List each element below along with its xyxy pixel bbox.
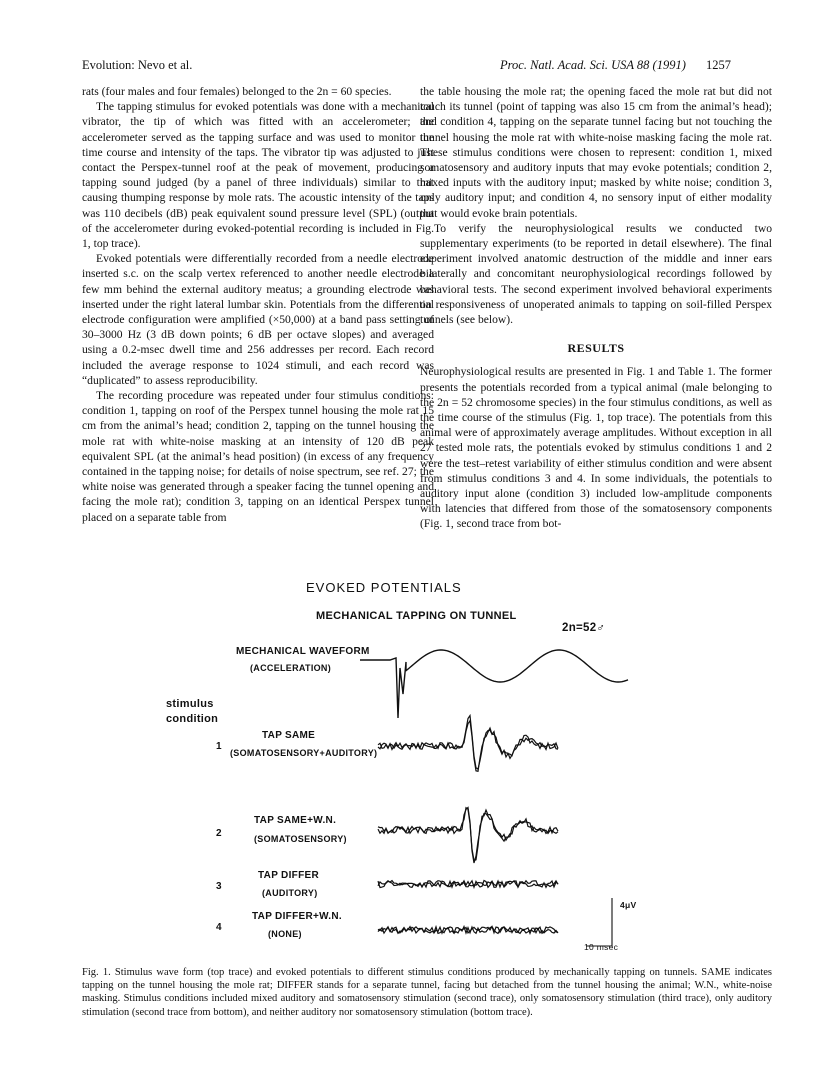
- evoked-trace-condition-2: [378, 808, 558, 864]
- condition-name: TAP DIFFER: [258, 870, 319, 881]
- condition-number: 3: [216, 881, 222, 892]
- paragraph: rats (four males and four females) belonged to the 2n = 60 species.: [82, 85, 392, 98]
- paragraph: Evoked potentials were differentially recorded from a needle electrode inserted s.c. on the scalp vertex referenced to another needle electrode a few mm behind the external auditory meatus; a grounding electrode was inserted under the right lateral lumbar skin. Potentials from the differential electrode configuration were amplified (×50,000) at a band pass setting of 30–3000 Hz (3 dB down points; 6 dB per octave slopes) and averaged using a 0.2-msec dwell time and 256 addresses per record. Each record included the average response to 1024 stimuli, and each record was “duplicated” to assess reproducibility.: [82, 252, 434, 387]
- condition-modality: (NONE): [268, 929, 302, 939]
- figure-1: [150, 578, 670, 958]
- waveform-sublabel: (ACCELERATION): [250, 663, 332, 673]
- condition-name: TAP DIFFER+W.N.: [252, 911, 342, 922]
- right-column: [420, 84, 772, 532]
- scale-time: 10 msec: [584, 942, 619, 952]
- paragraph: The tapping stimulus for evoked potentials was done with a mechanical vibrator, the tip of which was fitted with an accelerometer; the accelerometer served as the tapping surface and was used to monitor the time course and intensity of the taps. The vibrator tip was adjusted to just contact the Perspex-tunnel roof at the peak of movement, producing a tapping sound judged (by a panel of three individuals) similar to that causing thumping response by mole rats. The acoustic intensity of the taps was 110 decibels (dB) peak equivalent sound pressure level (SPL) (output of the accelerometer during evoked-potential recording is included in Fig. 1, top trace).: [82, 100, 434, 251]
- mechanical-waveform-trace: [360, 650, 628, 718]
- page-number: 1257: [706, 58, 731, 72]
- waveform-label: MECHANICAL WAVEFORM: [236, 646, 370, 657]
- figure-traces: [150, 578, 670, 958]
- paragraph: Neurophysiological results are presented in Fig. 1 and Table 1. The former presents the potentials recorded from a typical animal (male belonging to the 2n = 52 chromosome species) in the four stimulus conditions, as well as the time course of the stimulus (Fig. 1, top trace). The potentials from this animal were of approximately average amplitudes. Without exception in all 27 tested mole rats, the potentials evoked by stimulus conditions 1 and 2 were the test–retest variability of either stimulus condition and were absent from stimulus conditions 3 and 4. In some individuals, the potentials to auditory input alone (condition 3) included low-amplitude components with latencies that differed from those of the somatosensory components (Fig. 1, second trace from bot-: [420, 365, 772, 531]
- condition-number: 1: [216, 741, 222, 752]
- condition-modality: (SOMATOSENSORY+AUDITORY): [230, 748, 378, 758]
- results-heading: RESULTS: [567, 341, 625, 356]
- running-head-journal: Proc. Natl. Acad. Sci. USA 88 (1991): [500, 58, 686, 72]
- evoked-trace-condition-1: [378, 721, 558, 772]
- running-head-left: Evolution: Nevo et al.: [82, 58, 193, 72]
- species-label: 2n=52♂: [562, 622, 606, 634]
- figure-caption: Fig. 1. Stimulus wave form (top trace) and evoked potentials to different stimulus conditions produced by mechanically tapping on tunnels. SAME indicates tapping on the tunnel housing the mole rat; DIFFER stands for a separate tunnel, facing but detached from the tunnel housing the animal; W.N., white-noise masking. Stimulus conditions included mixed auditory and somatosensory stimulation (second trace), only somatosensory stimulation (third trace), only auditory stimulation (second trace from bottom), and neither auditory nor somatosensory stimulation (bottom trace).: [82, 967, 772, 1018]
- condition-label: condition: [166, 713, 219, 725]
- paragraph: The recording procedure was repeated under four stimulus conditions: condition 1, tapping on roof of the Perspex tunnel housing the mole rat 15 cm from the animal’s head; condition 2, tapping on the tunnel housing the mole rat with white-noise masking at an intensity of 120 dB peak equivalent SPL (at the animal’s head position) (in excess of any frequency contained in the tapping noise; for details of noise spectrum, see ref. 27; the white noise was generated through a speaker facing the tunnel opening and facing the mole rat); condition 3, tapping on an identical Perspex tunnel placed on a separate table from: [82, 389, 434, 524]
- scale-amplitude: 4μV: [620, 900, 637, 910]
- scale-bar: [586, 898, 612, 946]
- figure-subtitle: MECHANICAL TAPPING ON TUNNEL: [316, 610, 517, 622]
- condition-number: 2: [216, 828, 222, 839]
- condition-modality: (AUDITORY): [262, 888, 318, 898]
- condition-name: TAP SAME+W.N.: [254, 815, 337, 826]
- condition-modality: (SOMATOSENSORY): [254, 834, 347, 844]
- paragraph: To verify the neurophysiological results we conducted two supplementary experiments (to be reported in detail elsewhere). The final experiment involved anatomic destruction of the middle and inner ears bilaterally and concomitant neurophysiological recordings followed by behavioral tests. The second experiment involved behavioral experiments on responsiveness of unoperated animals to tapping on soil-filled Perspex tunnels (see below).: [420, 221, 772, 327]
- paragraph: the table housing the mole rat; the opening faced the mole rat but did not touch its tunnel (point of tapping was also 15 cm from the animal’s head); and condition 4, tapping on the separate tunnel facing but not touching the tunnel housing the mole rat with white-noise masking facing the mole rat. These stimulus conditions were chosen to represent: condition 1, mixed somatosensory and auditory inputs that may evoke potentials; condition 2, mixed inputs with the auditory input; masked by white noise; condition 3, only auditory input; and condition 4, no sensory input of either modality that would evoke brain potentials.: [420, 85, 772, 220]
- condition-number: 4: [216, 922, 222, 933]
- condition-name: TAP SAME: [262, 730, 316, 741]
- stimulus-label: stimulus: [166, 698, 214, 710]
- evoked-trace-condition-2: [378, 808, 558, 861]
- figure-title: EVOKED POTENTIALS: [306, 580, 462, 595]
- left-column: [82, 84, 434, 525]
